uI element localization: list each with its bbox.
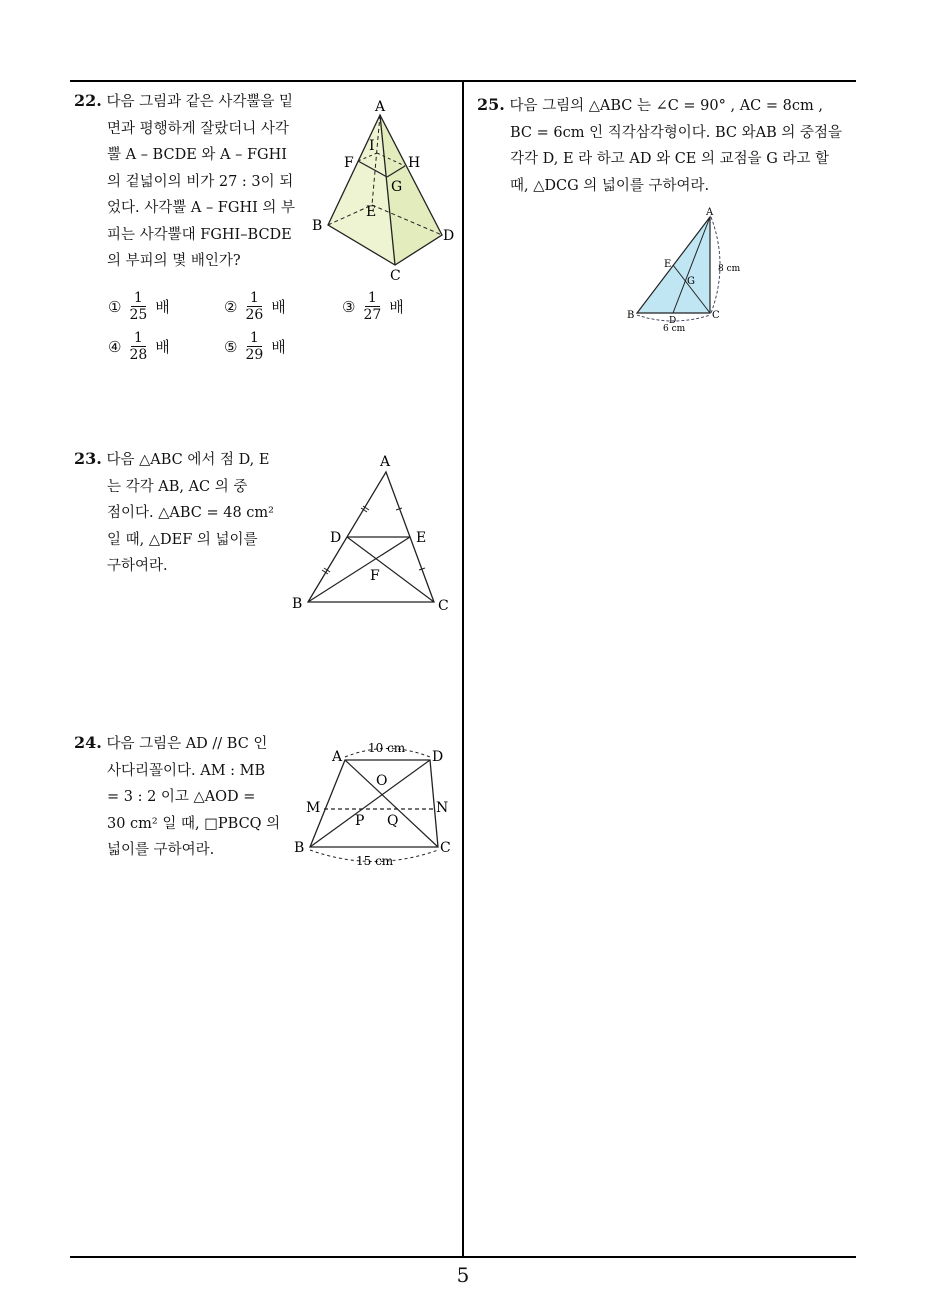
label-B: B	[312, 218, 323, 234]
question-number: 23.	[74, 449, 102, 468]
label-top-length: 10 cm	[368, 741, 406, 755]
question-text-line: BC = 6cm 인 직각삼각형이다. BC 와AB 의 중점을	[510, 124, 842, 141]
label-C: C	[712, 310, 720, 321]
choice-mark: ①	[108, 297, 122, 316]
question-text-line: 30 cm² 일 때, □PBCQ 의	[107, 815, 281, 832]
question-text-line: 피는 사각뿔대 FGHI–BCDE	[107, 226, 292, 243]
bottom-rule	[70, 1256, 856, 1258]
label-A: A	[332, 749, 343, 765]
question-text-line: = 3 : 2 이고 △AOD =	[107, 789, 256, 805]
choice-mark: ④	[108, 337, 122, 356]
question-text-line: 때, △DCG 의 넓이를 구하여라.	[510, 177, 710, 194]
choice-suffix: 배	[271, 298, 286, 316]
label-C: C	[438, 598, 449, 614]
label-N: N	[436, 800, 449, 816]
right-triangle-figure	[625, 205, 755, 340]
label-D: D	[443, 228, 455, 244]
choice-2[interactable]	[224, 290, 286, 323]
question-text-line: 점이다. △ABC = 48 cm²	[107, 505, 274, 521]
label-P: P	[355, 813, 365, 829]
label-A: A	[706, 207, 714, 218]
label-G: G	[687, 276, 695, 287]
choice-mark: ③	[342, 297, 356, 316]
question-text-line: 일 때, △DEF 의 넓이를	[107, 531, 258, 548]
triangle-midpoint-figure	[288, 450, 458, 620]
question-text-line: 각각 D, E 라 하고 AD 와 CE 의 교점을 G 라고 할	[510, 151, 830, 167]
question-text-line: 면과 평행하게 잘랐더니 사각	[107, 120, 289, 137]
pyramid-figure	[300, 95, 465, 285]
question-text-line: 다음 그림은 AD // BC 인	[106, 736, 268, 752]
label-E: E	[664, 259, 672, 270]
label-I: I	[369, 138, 375, 154]
label-A: A	[375, 99, 386, 115]
label-D: D	[669, 316, 677, 326]
label-A: A	[380, 454, 391, 470]
choice-suffix: 배	[155, 298, 170, 316]
label-C: C	[440, 840, 451, 856]
label-Q: Q	[387, 813, 399, 829]
question-text-line: 구하여라.	[107, 558, 168, 574]
choice-fraction: $\frac{1}{27}$	[363, 290, 382, 323]
trapezoid-figure	[290, 735, 460, 875]
question-text-line: 다음 그림의 △ABC 는 ∠C = 90° , AC = 8cm ,	[509, 98, 823, 114]
label-F: F	[344, 155, 354, 171]
label-G: G	[391, 179, 403, 195]
choice-1[interactable]	[108, 290, 170, 323]
choice-3[interactable]	[342, 290, 404, 323]
choice-suffix: 배	[155, 338, 170, 356]
label-bottom-length: 15 cm	[356, 854, 394, 868]
question-number: 22.	[74, 91, 102, 110]
label-M: M	[306, 800, 321, 816]
question-text-line: 넓이를 구하여라.	[107, 842, 215, 858]
choice-5[interactable]	[224, 330, 286, 363]
question-24	[74, 730, 289, 864]
choice-mark: ②	[224, 297, 238, 316]
label-B: B	[292, 596, 303, 612]
question-23	[74, 446, 284, 580]
label-ac-length: 8 cm	[718, 264, 741, 274]
question-25	[477, 92, 862, 199]
question-text-line: 다음 △ABC 에서 점 D, E	[106, 452, 270, 468]
choice-fraction: $\frac{1}{26}$	[245, 290, 264, 323]
choice-4[interactable]	[108, 330, 170, 363]
question-text-line: 뿔 A – BCDE 와 A – FGHI	[107, 147, 287, 163]
label-B: B	[294, 840, 305, 856]
label-D: D	[330, 530, 342, 546]
question-number: 24.	[74, 733, 102, 752]
question-text-line: 의 겉넓이의 비가 27 : 3이 되	[107, 173, 294, 190]
page-number: 5	[456, 1263, 470, 1287]
question-22	[74, 88, 314, 275]
label-E: E	[366, 204, 377, 220]
choice-mark: ⑤	[224, 337, 238, 356]
label-D: D	[432, 749, 444, 765]
choice-fraction: $\frac{1}{25}$	[129, 290, 148, 323]
choice-suffix: 배	[389, 298, 404, 316]
question-text-line: 는 각각 AB, AC 의 중	[107, 478, 248, 495]
label-E: E	[416, 530, 427, 546]
choice-fraction: $\frac{1}{28}$	[129, 330, 148, 363]
label-B: B	[627, 310, 635, 321]
question-text-line: 었다. 사각뿔 A – FGHI 의 부	[107, 200, 296, 216]
choice-fraction: $\frac{1}{29}$	[245, 330, 264, 363]
label-F: F	[370, 568, 380, 584]
question-number: 25.	[477, 95, 505, 114]
question-text-line: 의 부피의 몇 배인가?	[107, 253, 241, 269]
choice-suffix: 배	[271, 338, 286, 356]
label-O: O	[376, 773, 388, 789]
label-H: H	[408, 155, 421, 171]
label-C: C	[390, 268, 401, 284]
question-text-line: 다음 그림과 같은 사각뿔을 밑	[106, 94, 293, 110]
label-bc-length: 6 cm	[663, 324, 686, 334]
question-text-line: 사다리꼴이다. AM : MB	[107, 762, 266, 779]
